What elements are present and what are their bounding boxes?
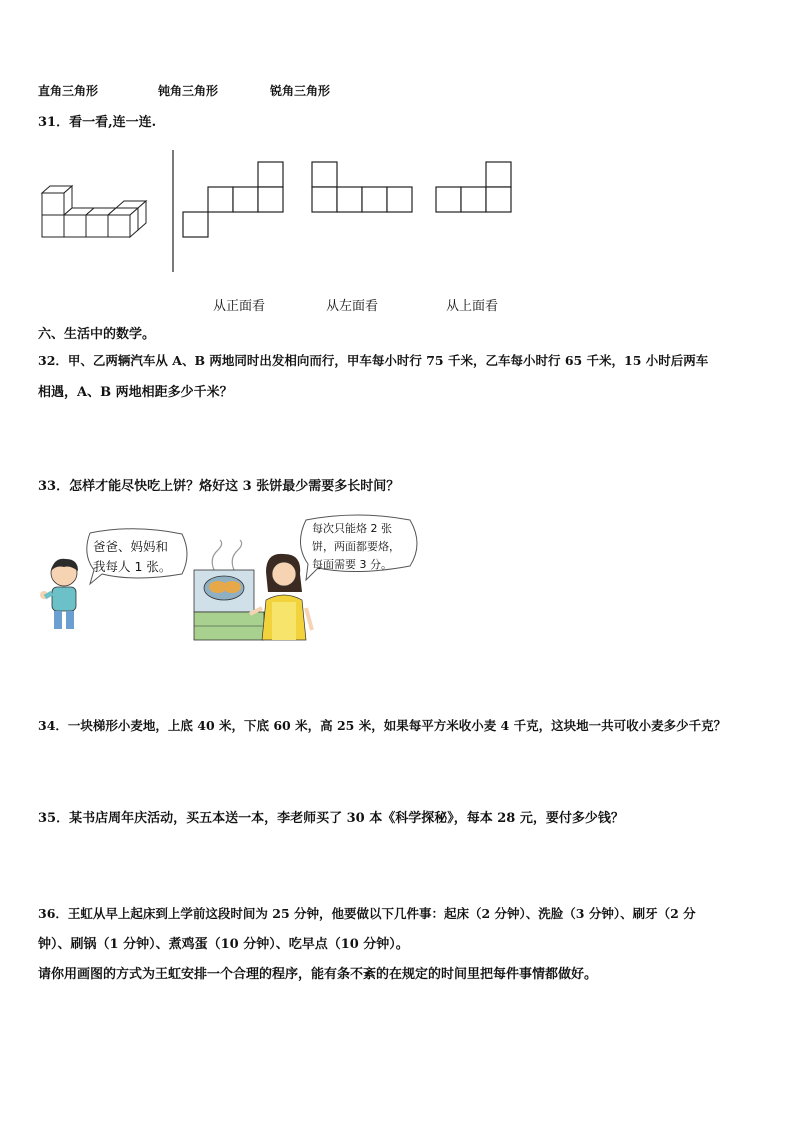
mom-bubble-line2: 饼，两面都要烙， [312, 540, 400, 553]
section-heading: 六、生活中的数学。 [38, 327, 156, 342]
q34-question: 34．一块梯形小麦地，上底 40 米，下底 60 米，高 25 米，如果每平方米收小麦 4 千克，这块地一共可收小麦多少千克？ [38, 718, 727, 733]
q32-line2: 相遇，A、B 两地相距多少千米？ [38, 385, 233, 400]
q36-line2: 钟）、刷锅（1 分钟）、煮鸡蛋（10 分钟）、吃早点（10 分钟）。 [38, 937, 409, 952]
view-grid-1 [183, 161, 283, 239]
q36-line1: 36．王虹从早上起床到上学前这段时间为 25 分钟，他要做以下几件事：起床（2 分钟）、洗脸（3 分钟）、刷牙（2 分 [38, 906, 696, 921]
boy-bubble-line2: 我每人 1 张。 [93, 559, 172, 574]
mom-bubble-line1: 每次只能烙 2 张 [312, 522, 392, 535]
q35-question: 35．某书店周年庆活动，买五本送一本，李老师买了 30 本《科学探秘》，每本 28 元，要付多少钱？ [38, 811, 624, 826]
triangle-type-obtuse: 钝角三角形 [158, 84, 219, 98]
vertical-divider [172, 150, 176, 272]
q32-line1: 32．甲、乙两辆汽车从 A、B 两地同时出发相向而行，甲车每小时行 75 千米，乙车每小时行 65 千米，15 小时后两车 [38, 353, 709, 368]
triangle-type-right: 直角三角形 [38, 84, 99, 98]
view-label-left: 从左面看 [326, 299, 379, 314]
view-label-top: 从上面看 [446, 299, 499, 314]
view-grid-3 [436, 161, 516, 215]
view-label-front: 从正面看 [213, 299, 266, 314]
q31-title: 31．看一看,连一连. [38, 115, 157, 130]
view-grid-2 [312, 161, 414, 215]
mom-bubble-line3: 每面需要 3 分。 [312, 558, 392, 571]
q33-question: 33．怎样才能尽快吃上饼？烙好这 3 张饼最少需要多长时间？ [38, 479, 400, 494]
boy-bubble-line1: 爸爸、妈妈和 [93, 539, 169, 554]
q36-line3: 请你用画图的方式为王虹安排一个合理的程序，能有条不紊的在规定的时间里把每件事情都做好。 [38, 967, 598, 982]
triangle-type-acute: 锐角三角形 [270, 84, 331, 98]
cube-figure [38, 183, 168, 263]
